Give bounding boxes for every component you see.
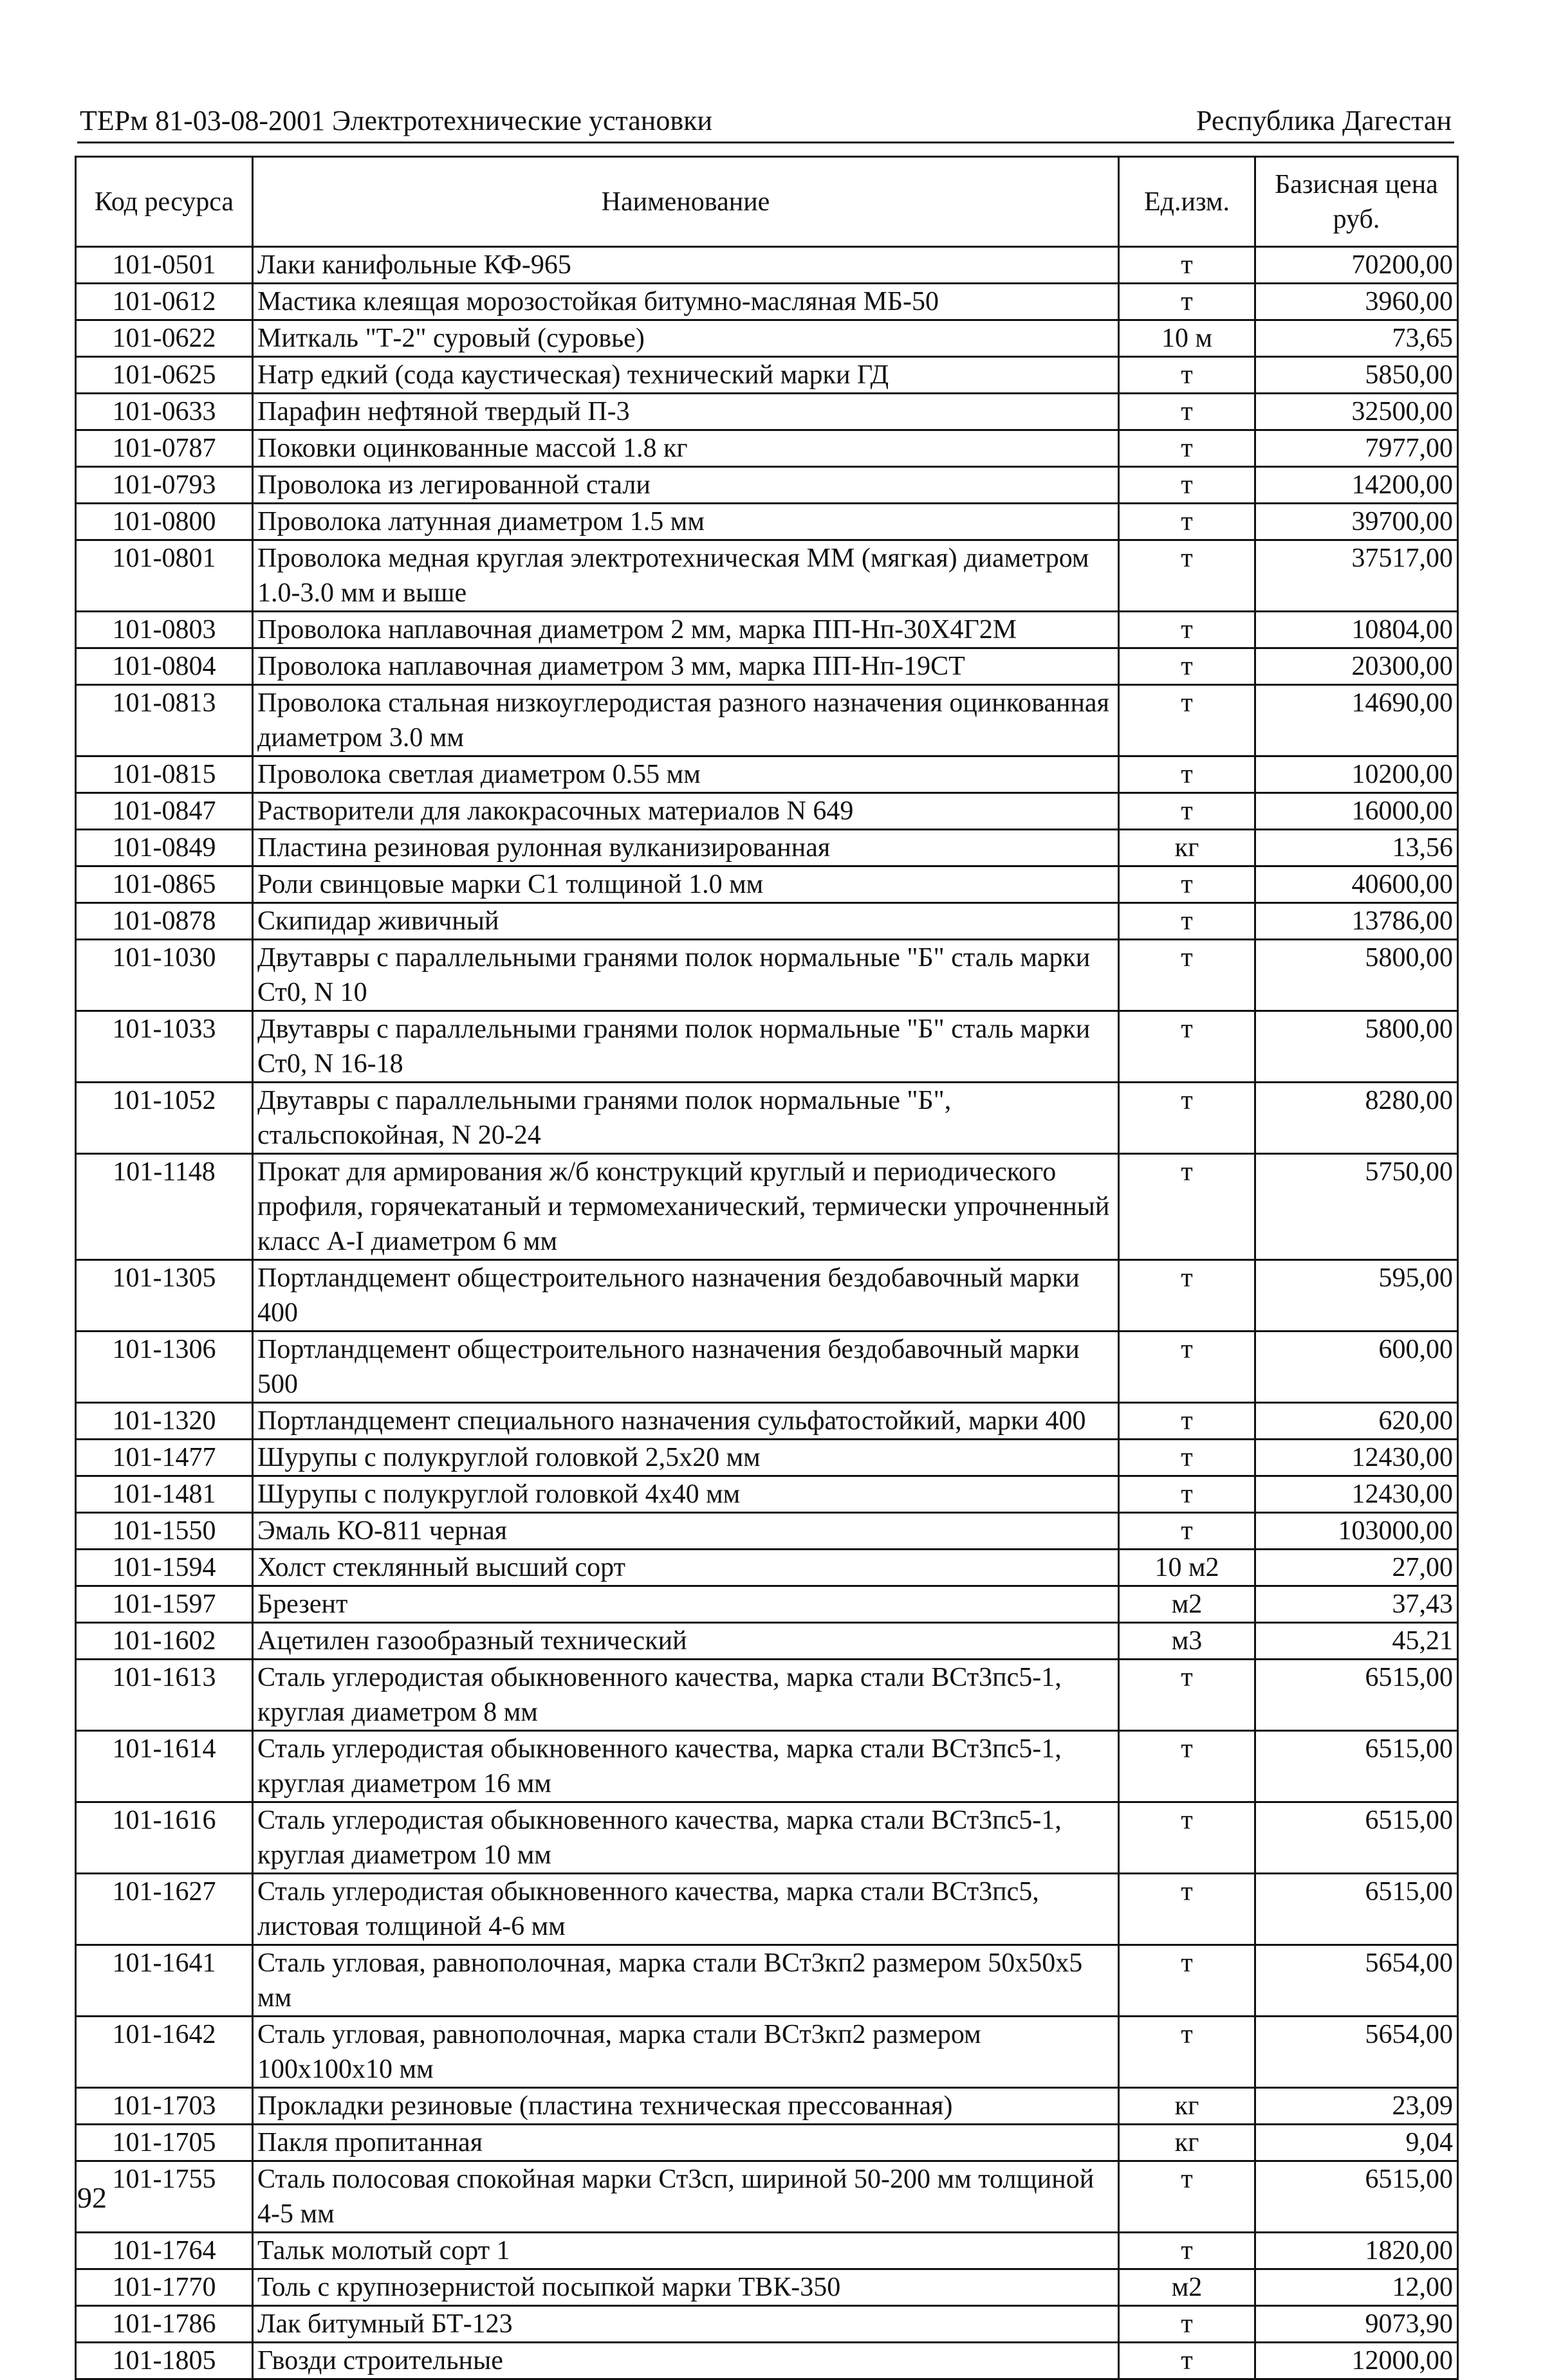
unit-cell: м2 <box>1119 2269 1255 2306</box>
resource-code-cell: 101-0849 <box>76 830 253 866</box>
unit-cell: т <box>1119 685 1255 756</box>
resource-code-cell: 101-1594 <box>76 1550 253 1586</box>
price-cell: 14690,00 <box>1255 685 1458 756</box>
price-cell: 73,65 <box>1255 320 1458 357</box>
resource-price-table <box>75 156 1457 2380</box>
resource-code-cell: 101-1148 <box>76 1154 253 1260</box>
unit-cell: т <box>1119 2343 1255 2379</box>
unit-cell: т <box>1119 247 1255 284</box>
unit-cell: т <box>1119 2161 1255 2233</box>
resource-code-cell: 101-1614 <box>76 1731 253 1802</box>
price-cell: 14200,00 <box>1255 467 1458 504</box>
unit-cell: т <box>1119 2306 1255 2343</box>
unit-cell: т <box>1119 430 1255 467</box>
resource-name-cell: Гвозди строительные <box>253 2343 1119 2379</box>
unit-cell: т <box>1119 648 1255 685</box>
resource-name-cell: Пластина резиновая рулонная вулканизированная <box>253 830 1119 866</box>
resource-name-cell: Роли свинцовые марки С1 толщиной 1.0 мм <box>253 866 1119 903</box>
resource-name-cell: Проволока наплавочная диаметром 2 мм, марка ПП-Нп-30Х4Г2М <box>253 612 1119 648</box>
resource-name-cell: Эмаль КО-811 черная <box>253 1513 1119 1550</box>
unit-cell: т <box>1119 612 1255 648</box>
price-cell: 12000,00 <box>1255 2343 1458 2379</box>
table-row <box>76 793 1458 830</box>
price-cell: 12,00 <box>1255 2269 1458 2306</box>
unit-cell: т <box>1119 1476 1255 1513</box>
table-row <box>76 940 1458 1011</box>
table-row <box>76 903 1458 940</box>
table-row <box>76 2343 1458 2379</box>
table-body <box>76 247 1458 2379</box>
price-cell: 1820,00 <box>1255 2233 1458 2269</box>
resource-name-cell: Проволока наплавочная диаметром 3 мм, марка ПП-Нп-19СТ <box>253 648 1119 685</box>
price-cell: 5654,00 <box>1255 2017 1458 2088</box>
table-row <box>76 2125 1458 2161</box>
resource-name-cell: Прокат для армирования ж/б конструкций круглый и периодического профиля, горячекатаный и термомеханический, термически упрочненный класс А-I диаметром 6 мм <box>253 1154 1119 1260</box>
resource-code-cell: 101-0633 <box>76 394 253 430</box>
table-row <box>76 1154 1458 1260</box>
price-cell: 13786,00 <box>1255 903 1458 940</box>
resource-code-cell: 101-1642 <box>76 2017 253 2088</box>
resource-code-cell: 101-1805 <box>76 2343 253 2379</box>
table-row <box>76 247 1458 284</box>
resource-name-cell: Сталь углеродистая обыкновенного качества, марка стали ВСт3пс5-1, круглая диаметром 10 мм <box>253 1802 1119 1874</box>
unit-cell: т <box>1119 2233 1255 2269</box>
price-cell: 103000,00 <box>1255 1513 1458 1550</box>
unit-cell: т <box>1119 1083 1255 1154</box>
resource-code-cell: 101-1703 <box>76 2088 253 2125</box>
unit-cell: т <box>1119 793 1255 830</box>
resource-name-cell: Портландцемент общестроительного назначения бездобавочный марки 400 <box>253 1260 1119 1332</box>
unit-cell: т <box>1119 1260 1255 1332</box>
table-row <box>76 467 1458 504</box>
resource-name-cell: Скипидар живичный <box>253 903 1119 940</box>
price-cell: 13,56 <box>1255 830 1458 866</box>
resource-code-cell: 101-0804 <box>76 648 253 685</box>
table-row <box>76 2306 1458 2343</box>
resource-name-cell: Холст стеклянный высший сорт <box>253 1550 1119 1586</box>
resource-name-cell: Сталь угловая, равнополочная, марка стали ВСт3кп2 размером 100х100х10 мм <box>253 2017 1119 2088</box>
price-cell: 10804,00 <box>1255 612 1458 648</box>
resource-name-cell: Двутавры с параллельными гранями полок нормальные "Б" сталь марки Ст0, N 16-18 <box>253 1011 1119 1083</box>
resource-name-cell: Сталь углеродистая обыкновенного качества, марка стали ВСт3пс5, листовая толщиной 4-6 мм <box>253 1874 1119 1945</box>
price-cell: 3960,00 <box>1255 284 1458 320</box>
unit-cell: т <box>1119 357 1255 394</box>
table-row <box>76 1403 1458 1440</box>
resource-name-cell: Шурупы с полукруглой головкой 2,5х20 мм <box>253 1440 1119 1476</box>
price-cell: 6515,00 <box>1255 1802 1458 1874</box>
resource-code-cell: 101-0815 <box>76 756 253 793</box>
unit-cell: т <box>1119 394 1255 430</box>
resource-name-cell: Проволока из легированной стали <box>253 467 1119 504</box>
price-cell: 600,00 <box>1255 1332 1458 1403</box>
resource-code-cell: 101-1477 <box>76 1440 253 1476</box>
price-cell: 5850,00 <box>1255 357 1458 394</box>
resource-code-cell: 101-0622 <box>76 320 253 357</box>
resource-code-cell: 101-1602 <box>76 1623 253 1660</box>
resource-name-cell: Растворители для лакокрасочных материалов N 649 <box>253 793 1119 830</box>
table-row <box>76 540 1458 612</box>
table-row <box>76 394 1458 430</box>
price-cell: 27,00 <box>1255 1550 1458 1586</box>
price-cell: 595,00 <box>1255 1260 1458 1332</box>
table-row <box>76 357 1458 394</box>
resource-name-cell: Прокладки резиновые (пластина техническая прессованная) <box>253 2088 1119 2125</box>
resource-name-cell: Толь с крупнозернистой посыпкой марки ТВК-350 <box>253 2269 1119 2306</box>
unit-cell: т <box>1119 940 1255 1011</box>
table-row <box>76 1945 1458 2017</box>
price-cell: 5800,00 <box>1255 940 1458 1011</box>
resource-name-cell: Ацетилен газообразный технический <box>253 1623 1119 1660</box>
table-row <box>76 1083 1458 1154</box>
table-row <box>76 320 1458 357</box>
table-row <box>76 2161 1458 2233</box>
unit-cell: т <box>1119 467 1255 504</box>
price-cell: 20300,00 <box>1255 648 1458 685</box>
column-header-price: Базисная цена руб. <box>1255 157 1458 247</box>
resource-code-cell: 101-1481 <box>76 1476 253 1513</box>
unit-cell: т <box>1119 1874 1255 1945</box>
resource-name-cell: Проволока медная круглая электротехническая ММ (мягкая) диаметром 1.0-3.0 мм и выше <box>253 540 1119 612</box>
resource-name-cell: Миткаль "Т-2" суровый (суровье) <box>253 320 1119 357</box>
unit-cell: т <box>1119 756 1255 793</box>
price-cell: 32500,00 <box>1255 394 1458 430</box>
unit-cell: т <box>1119 1011 1255 1083</box>
column-header-code: Код ресурса <box>76 157 253 247</box>
document-title: ТЕРм 81-03-08-2001 Электротехнические установки <box>80 105 713 136</box>
resource-code-cell: 101-1030 <box>76 940 253 1011</box>
table-row <box>76 2233 1458 2269</box>
resource-code-cell: 101-1306 <box>76 1332 253 1403</box>
price-cell: 37517,00 <box>1255 540 1458 612</box>
resource-code-cell: 101-1705 <box>76 2125 253 2161</box>
resource-code-cell: 101-1613 <box>76 1660 253 1731</box>
resource-name-cell: Поковки оцинкованные массой 1.8 кг <box>253 430 1119 467</box>
unit-cell: т <box>1119 903 1255 940</box>
resource-code-cell: 101-0612 <box>76 284 253 320</box>
column-header-name: Наименование <box>253 157 1119 247</box>
price-cell: 6515,00 <box>1255 1874 1458 1945</box>
table-row <box>76 1476 1458 1513</box>
table-row <box>76 648 1458 685</box>
table-row <box>76 866 1458 903</box>
table-row <box>76 685 1458 756</box>
unit-cell: т <box>1119 1332 1255 1403</box>
resource-code-cell: 101-0800 <box>76 504 253 540</box>
table-header-row <box>76 157 1458 247</box>
table-row <box>76 830 1458 866</box>
price-cell: 23,09 <box>1255 2088 1458 2125</box>
price-cell: 5750,00 <box>1255 1154 1458 1260</box>
table-row <box>76 1731 1458 1802</box>
page-header <box>77 103 1454 143</box>
resource-code-cell: 101-1616 <box>76 1802 253 1874</box>
unit-cell: м2 <box>1119 1586 1255 1623</box>
table-row <box>76 612 1458 648</box>
resource-name-cell: Сталь углеродистая обыкновенного качества, марка стали ВСт3пс5-1, круглая диаметром 8 мм <box>253 1660 1119 1731</box>
resource-name-cell: Тальк молотый сорт 1 <box>253 2233 1119 2269</box>
price-cell: 7977,00 <box>1255 430 1458 467</box>
unit-cell: т <box>1119 1945 1255 2017</box>
price-cell: 40600,00 <box>1255 866 1458 903</box>
resource-code-cell: 101-1786 <box>76 2306 253 2343</box>
resource-name-cell: Натр едкий (сода каустическая) технический марки ГД <box>253 357 1119 394</box>
resource-name-cell: Проволока стальная низкоуглеродистая разного назначения оцинкованная диаметром 3.0 мм <box>253 685 1119 756</box>
resource-code-cell: 101-1755 <box>76 2161 253 2233</box>
resource-code-cell: 101-0625 <box>76 357 253 394</box>
region-name: Республика Дагестан <box>1196 105 1452 136</box>
resource-name-cell: Парафин нефтяной твердый П-3 <box>253 394 1119 430</box>
resource-code-cell: 101-0813 <box>76 685 253 756</box>
resource-code-cell: 101-0878 <box>76 903 253 940</box>
price-cell: 6515,00 <box>1255 1660 1458 1731</box>
table-row <box>76 2269 1458 2306</box>
unit-cell: т <box>1119 1802 1255 1874</box>
price-cell: 16000,00 <box>1255 793 1458 830</box>
table-row <box>76 1332 1458 1403</box>
resource-name-cell: Сталь углеродистая обыкновенного качества, марка стали ВСт3пс5-1, круглая диаметром 16 мм <box>253 1731 1119 1802</box>
price-cell: 12430,00 <box>1255 1476 1458 1513</box>
resource-code-cell: 101-0793 <box>76 467 253 504</box>
unit-cell: т <box>1119 1403 1255 1440</box>
unit-cell: т <box>1119 866 1255 903</box>
resource-name-cell: Пакля пропитанная <box>253 2125 1119 2161</box>
unit-cell: т <box>1119 1731 1255 1802</box>
price-cell: 8280,00 <box>1255 1083 1458 1154</box>
resource-code-cell: 101-1305 <box>76 1260 253 1332</box>
resource-code-cell: 101-1550 <box>76 1513 253 1550</box>
table-row <box>76 2017 1458 2088</box>
resource-code-cell: 101-1320 <box>76 1403 253 1440</box>
resource-name-cell: Шурупы с полукруглой головкой 4х40 мм <box>253 1476 1119 1513</box>
resource-code-cell: 101-1033 <box>76 1011 253 1083</box>
table-row <box>76 1260 1458 1332</box>
unit-cell: т <box>1119 1513 1255 1550</box>
price-cell: 37,43 <box>1255 1586 1458 1623</box>
resource-name-cell: Двутавры с параллельными гранями полок нормальные "Б", стальспокойная, N 20-24 <box>253 1083 1119 1154</box>
unit-cell: кг <box>1119 2088 1255 2125</box>
table-row <box>76 1440 1458 1476</box>
price-cell: 6515,00 <box>1255 1731 1458 1802</box>
resource-name-cell: Двутавры с параллельными гранями полок нормальные "Б" сталь марки Ст0, N 10 <box>253 940 1119 1011</box>
price-cell: 9073,90 <box>1255 2306 1458 2343</box>
price-cell: 6515,00 <box>1255 2161 1458 2233</box>
price-cell: 45,21 <box>1255 1623 1458 1660</box>
table-row <box>76 1513 1458 1550</box>
price-cell: 9,04 <box>1255 2125 1458 2161</box>
resource-name-cell: Мастика клеящая морозостойкая битумно-масляная МБ-50 <box>253 284 1119 320</box>
resource-name-cell: Портландцемент общестроительного назначения бездобавочный марки 500 <box>253 1332 1119 1403</box>
page-number: 92 <box>77 2181 107 2214</box>
column-header-unit: Ед.изм. <box>1119 157 1255 247</box>
resource-code-cell: 101-1597 <box>76 1586 253 1623</box>
price-cell: 70200,00 <box>1255 247 1458 284</box>
table-row <box>76 1550 1458 1586</box>
resource-name-cell: Лак битумный БТ-123 <box>253 2306 1119 2343</box>
resource-code-cell: 101-1770 <box>76 2269 253 2306</box>
unit-cell: т <box>1119 1660 1255 1731</box>
unit-cell: т <box>1119 504 1255 540</box>
resource-code-cell: 101-1052 <box>76 1083 253 1154</box>
price-cell: 10200,00 <box>1255 756 1458 793</box>
unit-cell: 10 м2 <box>1119 1550 1255 1586</box>
table-row <box>76 284 1458 320</box>
table-row <box>76 1011 1458 1083</box>
resource-code-cell: 101-0865 <box>76 866 253 903</box>
unit-cell: т <box>1119 540 1255 612</box>
table-row <box>76 1586 1458 1623</box>
price-cell: 5800,00 <box>1255 1011 1458 1083</box>
unit-cell: т <box>1119 284 1255 320</box>
table-row <box>76 756 1458 793</box>
unit-cell: кг <box>1119 2125 1255 2161</box>
resource-name-cell: Портландцемент специального назначения сульфатостойкий, марки 400 <box>253 1403 1119 1440</box>
price-cell: 5654,00 <box>1255 1945 1458 2017</box>
resource-name-cell: Проволока светлая диаметром 0.55 мм <box>253 756 1119 793</box>
resource-code-cell: 101-0501 <box>76 247 253 284</box>
resource-name-cell: Брезент <box>253 1586 1119 1623</box>
resource-name-cell: Проволока латунная диаметром 1.5 мм <box>253 504 1119 540</box>
table-row <box>76 2088 1458 2125</box>
price-cell: 620,00 <box>1255 1403 1458 1440</box>
resource-code-cell: 101-0787 <box>76 430 253 467</box>
table-row <box>76 1623 1458 1660</box>
table-row <box>76 1660 1458 1731</box>
resource-code-cell: 101-0847 <box>76 793 253 830</box>
unit-cell: т <box>1119 1154 1255 1260</box>
unit-cell: т <box>1119 1440 1255 1476</box>
resource-code-cell: 101-1627 <box>76 1874 253 1945</box>
resource-name-cell: Сталь полосовая спокойная марки Ст3сп, шириной 50-200 мм толщиной 4-5 мм <box>253 2161 1119 2233</box>
resource-code-cell: 101-0803 <box>76 612 253 648</box>
resource-name-cell: Сталь угловая, равнополочная, марка стали ВСт3кп2 размером 50х50х5 мм <box>253 1945 1119 2017</box>
unit-cell: т <box>1119 2017 1255 2088</box>
price-cell: 39700,00 <box>1255 504 1458 540</box>
price-cell: 12430,00 <box>1255 1440 1458 1476</box>
unit-cell: 10 м <box>1119 320 1255 357</box>
resource-name-cell: Лаки канифольные КФ-965 <box>253 247 1119 284</box>
unit-cell: м3 <box>1119 1623 1255 1660</box>
table-row <box>76 1802 1458 1874</box>
table-row <box>76 1874 1458 1945</box>
table-row <box>76 504 1458 540</box>
resource-code-cell: 101-0801 <box>76 540 253 612</box>
resource-code-cell: 101-1764 <box>76 2233 253 2269</box>
resource-code-cell: 101-1641 <box>76 1945 253 2017</box>
unit-cell: кг <box>1119 830 1255 866</box>
table-row <box>76 430 1458 467</box>
